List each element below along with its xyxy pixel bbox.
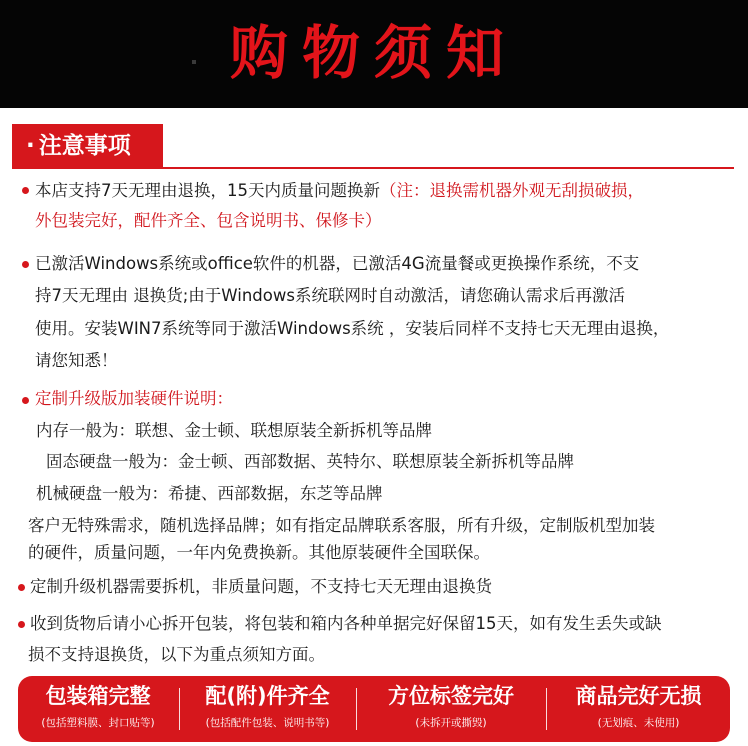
footer-item-condition: [547, 676, 730, 742]
note-2-line-1: 已激活Windows系统或office软件的机器，已激活4G流量餐或更换操作系统，不支: [35, 254, 640, 273]
note-1-text: 本店支持7天无理由退换，15天内质量问题换新: [35, 181, 380, 200]
footer-item-subtitle: (未拆开或撕毁): [415, 717, 487, 729]
footer-item-title: 商品完好无损: [575, 684, 702, 708]
note-3-line-5: 客户无特殊需求，随机选择品牌；如有指定品牌联系客服，所有升级，定制版机型加装: [28, 516, 655, 535]
decorative-dot: [192, 60, 196, 64]
note-3-line-6: 的硬件，质量问题，一年内免费换新。其他原装硬件全国联保。: [28, 543, 490, 562]
bullet-icon: [22, 261, 29, 268]
note-3-hdd: 机械硬盘一般为：希捷、西部数据，东芝等品牌: [36, 484, 383, 503]
note-1-warning: （注：退换需机器外观无刮损破损，: [380, 181, 644, 200]
footer-item-subtitle: (无划痕、未使用): [597, 717, 680, 729]
note-3-memory: 内存一般为：联想、金士顿、联想原装全新拆机等品牌: [36, 421, 432, 440]
footer-item-labels: [357, 676, 545, 742]
note-1-line-2: 外包装完好，配件齐全、包含说明书、保修卡）: [35, 211, 382, 230]
note-5-line-2: 损不支持退换货，以下为重点须知方面。: [28, 645, 325, 664]
note-1-line-1: [35, 180, 644, 202]
note-3-ssd: 固态硬盘一般为：金士顿、西部数据、英特尔、联想原装全新拆机等品牌: [46, 452, 574, 471]
footer-item-accessories: [180, 676, 355, 742]
footer-item-packaging: [18, 676, 178, 742]
footer-item-subtitle: (包括塑料膜、封口贴等): [41, 717, 155, 729]
footer-item-title: 包装箱完整: [45, 684, 151, 708]
footer-item-title: 方位标签完好: [388, 684, 514, 708]
section-divider: [12, 167, 734, 169]
note-4: 定制升级机器需要拆机，非质量问题，不支持七天无理由退换货: [30, 577, 492, 596]
bullet-icon: [18, 584, 25, 591]
footer-banner: [18, 676, 730, 742]
header-banner: [0, 0, 748, 108]
note-2-line-4: 请您知悉！: [35, 351, 118, 370]
note-5-line-1: 收到货物后请小心拆开包装，将包装和箱内各种单据完好保留15天，如有发生丢失或缺: [30, 614, 662, 633]
section-badge: [12, 124, 163, 169]
page-title: 购物须知: [229, 19, 518, 87]
bullet-icon: [22, 187, 29, 194]
badge-prefix: ·: [26, 133, 35, 159]
note-2-line-2: 持7天无理由 退换货;由于Windows系统联网时自动激活，请您确认需求后再激活: [35, 286, 625, 305]
bullet-icon: [22, 397, 29, 404]
badge-label: 注意事项: [38, 133, 131, 159]
footer-item-subtitle: (包括配件包装、说明书等): [205, 717, 330, 729]
bullet-icon: [18, 621, 25, 628]
footer-item-title: 配(附)件齐全: [205, 684, 330, 708]
note-3-title: 定制升级版加装硬件说明：: [35, 389, 233, 408]
note-2-line-3: 使用。安装WIN7系统等同于激活Windows系统 ，安装后同样不支持七天无理由退换，: [35, 319, 670, 338]
